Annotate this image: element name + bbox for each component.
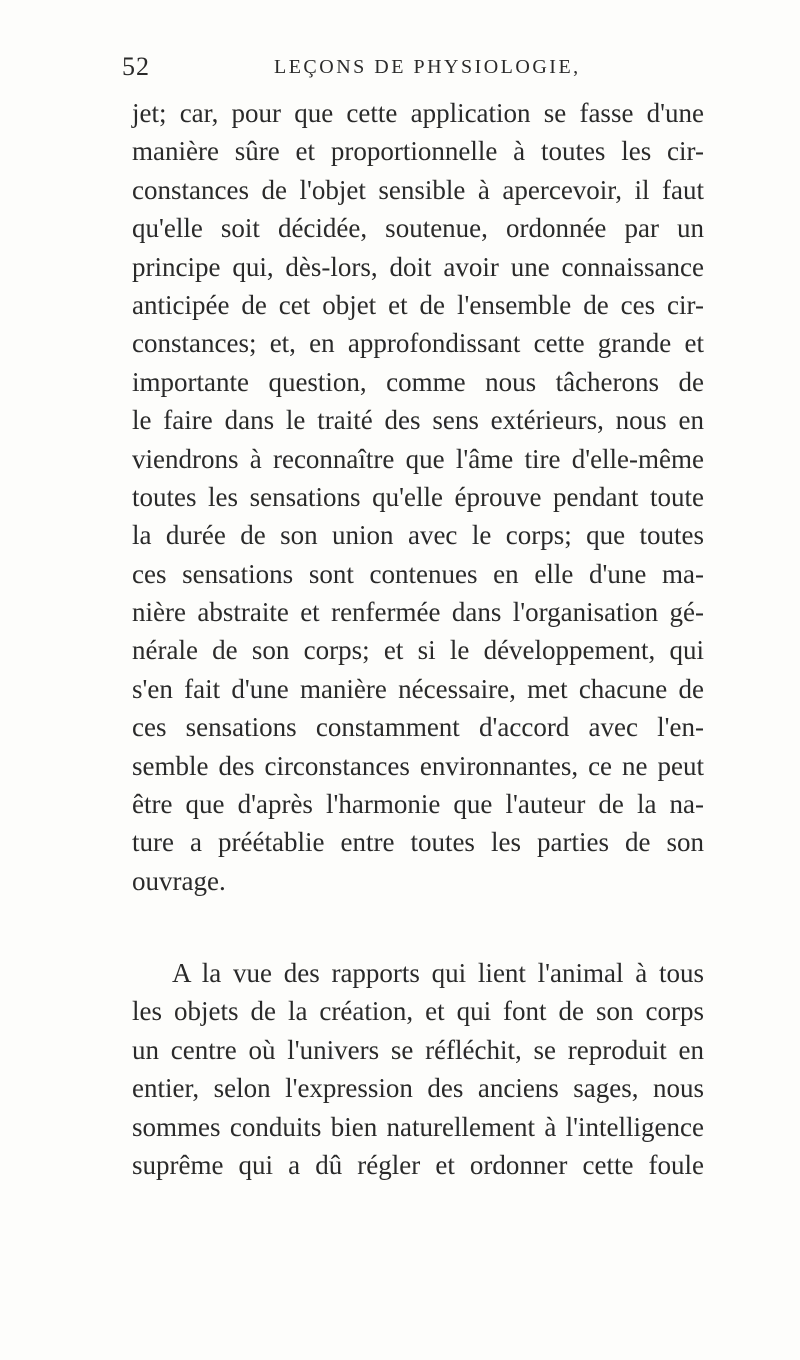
text-line: les objets de la création, et qui font de son corps	[132, 996, 704, 1027]
text-line: viendrons à reconnaître que l'âme tire d'elle-même	[132, 443, 704, 474]
text-line: importante question, comme nous tâcherons de	[132, 366, 704, 397]
text-line: constances de l'objet sensible à apercevoir, il faut	[132, 174, 704, 205]
text-line: être que d'après l'harmonie que l'auteur de la na-	[132, 789, 704, 820]
text-line: constances; et, en approfondissant cette grande et	[132, 328, 704, 359]
text-line: nérale de son corps; et si le développement, qui	[132, 635, 704, 666]
text-line: toutes les sensations qu'elle éprouve pendant toute	[132, 481, 704, 512]
text-line: manière sûre et proportionnelle à toutes les cir-	[132, 136, 704, 167]
text-line: nière abstraite et renfermée dans l'organisation gé-	[132, 597, 704, 628]
text-line: ouvrage.	[132, 865, 226, 896]
running-head	[122, 52, 682, 86]
text-line: un centre où l'univers se réfléchit, se reproduit en	[132, 1034, 704, 1065]
text-line: sommes conduits bien naturellement à l'intelligence	[132, 1111, 704, 1142]
text-line: ces sensations sont contenues en elle d'une ma-	[132, 558, 704, 589]
text-line: le faire dans le traité des sens extérieurs, nous en	[132, 405, 704, 436]
paragraph-1	[132, 94, 704, 900]
text-line: qu'elle soit décidée, soutenue, ordonnée par un	[132, 213, 704, 244]
paragraph-2	[132, 954, 704, 1184]
text-line: la durée de son union avec le corps; que toutes	[132, 520, 704, 551]
text-line: anticipée de cet objet et de l'ensemble de ces cir-	[132, 289, 704, 320]
text-line: semble des circonstances environnantes, ce ne peut	[132, 750, 704, 781]
text-line: s'en fait d'une manière nécessaire, met chacune de	[132, 673, 704, 704]
text-line: principe qui, dès-lors, doit avoir une connaissance	[132, 251, 704, 282]
text-line: entier, selon l'expression des anciens sages, nous	[132, 1073, 704, 1104]
text-line: A la vue des rapports qui lient l'animal à tous	[172, 958, 704, 988]
running-title: LEÇONS DE PHYSIOLOGIE,	[274, 56, 581, 78]
text-line: jet; car, pour que cette application se fasse d'une	[132, 98, 704, 128]
text-line: suprême qui a dû régler et ordonner cette foule	[132, 1149, 704, 1180]
page-number: 52	[122, 52, 150, 81]
text-line: ture a préétablie entre toutes les parties de son	[132, 827, 704, 858]
text-line: ces sensations constamment d'accord avec l'en-	[132, 712, 704, 743]
